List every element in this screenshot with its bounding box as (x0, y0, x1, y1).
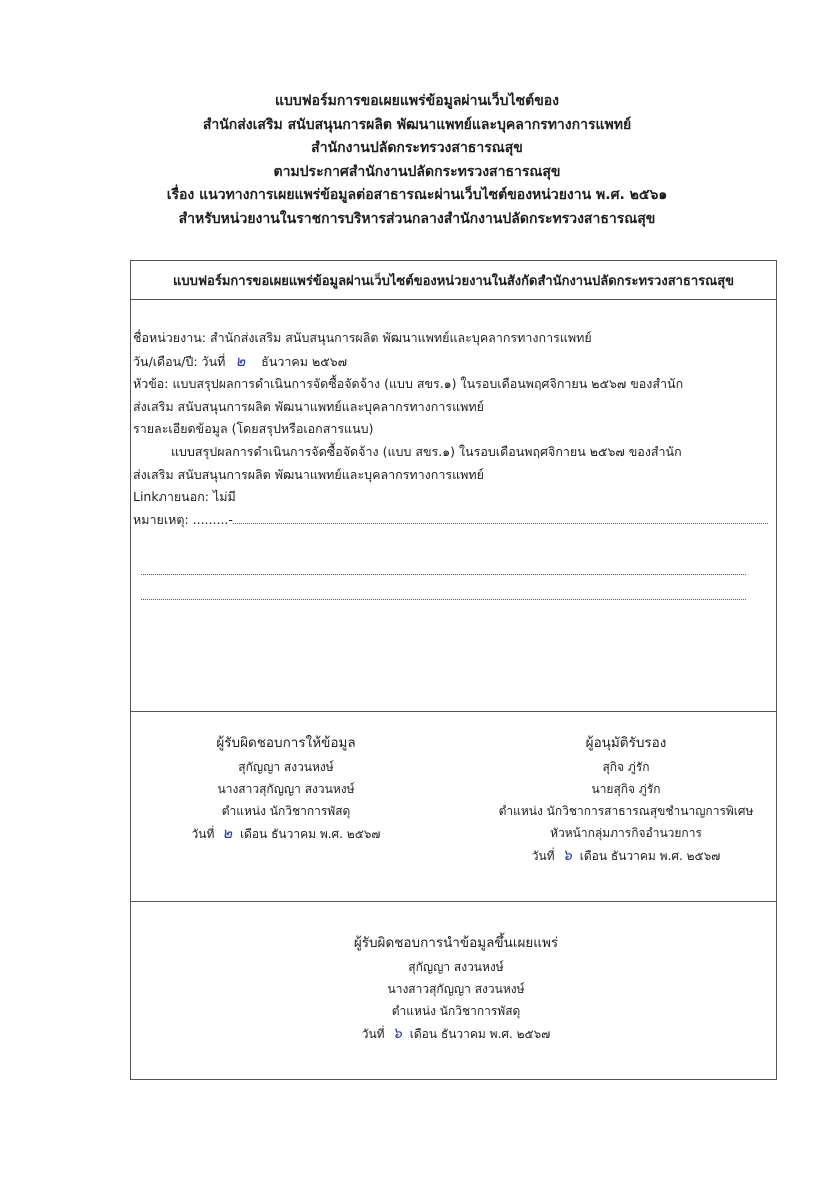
header-line-1: แบบฟอร์มการขอเผยแพร่ข้อมูลผ่านเว็บไซต์ของ (274, 93, 560, 109)
date-prefix: วัน/เดือน/ปี: วันที่ (133, 353, 226, 369)
note-dotline-3 (141, 598, 746, 600)
detail-label: รายละเอียดข้อมูล (โดยสรุปหรือเอกสารแนบ) (133, 421, 374, 437)
subject-line-1: หัวข้อ: แบบสรุปผลการดำเนินการจัดซื้อจัดจ้าง (แบบ สขร.๑) ในรอบเดือนพฤศจิกายน ๒๕๖๗ ของสำนัก (133, 376, 684, 392)
publisher-signature-block (326, 930, 586, 1045)
approver-date: วันที่ ๖ เดือน ธันวาคม พ.ศ. ๒๕๖๗ (531, 846, 721, 864)
handwritten-day: ๒ (235, 351, 246, 370)
handwritten-day: ๖ (392, 1024, 402, 1042)
handwritten-day: ๒ (222, 824, 233, 842)
agency-line: ชื่อหน่วยงาน: สำนักส่งเสริม สนับสนุนการผลิต พัฒนาแพทย์และบุคลากรทางการแพทย์ (133, 330, 592, 345)
header-line-2: สำนักส่งเสริม สนับสนุนการผลิต พัฒนาแพทย์และบุคลากรทางการแพทย์ (202, 116, 632, 133)
publisher-signature: สุกัญญา สงวนหงษ์ (408, 960, 504, 974)
publisher-position: ตำแหน่ง นักวิชาการพัสดุ (391, 1004, 521, 1018)
approver-title: ผู้อนุมัติรับรอง (585, 735, 667, 751)
responsible-title: ผู้รับผิดชอบการให้ข้อมูล (216, 735, 356, 751)
publisher-date: วันที่ ๖ เดือน ธันวาคม พ.ศ. ๒๕๖๗ (361, 1024, 551, 1042)
document-header (0, 90, 834, 231)
note-label: หมายเหตุ: .........- (133, 511, 233, 527)
approver-name: นายสุกิจ ภู่รัก (591, 782, 661, 796)
note-line (133, 509, 774, 532)
responsible-date: วันที่ ๒ เดือน ธันวาคม พ.ศ. ๒๕๖๗ (191, 824, 381, 842)
responsible-signature-block (181, 730, 391, 845)
form-info (133, 327, 774, 531)
note-dots (233, 512, 768, 524)
handwritten-day: ๖ (562, 846, 572, 864)
link-line: Linkภายนอก: ไม่มี (133, 489, 236, 505)
approver-signature-block (486, 730, 766, 867)
publisher-title: ผู้รับผิดชอบการนำข้อมูลขึ้นเผยแพร่ (353, 935, 559, 951)
header-line-3: สำนักงานปลัดกระทรวงสาธารณสุข (311, 140, 523, 156)
note-dotline-2 (141, 573, 746, 575)
header-line-4: ตามประกาศสำนักงานปลัดกระทรวงสาธารณสุข (273, 163, 561, 180)
approver-position: ตำแหน่ง นักวิชาการสาธารณสุขชำนาญการพิเศษ (498, 804, 754, 818)
publisher-name: นางสาวสุกัญญา สงวนหงษ์ (387, 982, 525, 996)
responsible-position: ตำแหน่ง นักวิชาการพัสดุ (221, 804, 351, 818)
approver-position-2: หัวหน้ากลุ่มภารกิจอำนวยการ (550, 826, 702, 840)
form-frame (130, 260, 777, 1080)
approver-signature: สุกิจ ภู่รัก (602, 760, 650, 774)
detail-line-2: ส่งเสริม สนับสนุนการผลิต พัฒนาแพทย์และบุคลากรทางการแพทย์ (133, 466, 484, 482)
form-title: แบบฟอร์มการขอเผยแพร่ข้อมูลผ่านเว็บไซต์ของหน่วยงานในสังกัดสำนักงานปลัดกระทรวงสาธารณสุข (131, 261, 776, 300)
date-line (133, 350, 774, 374)
header-line-5: เรื่อง แนวทางการเผยแพร่ข้อมูลต่อสาธารณะผ่านเว็บไซต์ของหน่วยงาน พ.ศ. ๒๕๖๑ (166, 187, 668, 203)
date-rest: ธันวาคม ๒๕๖๗ (261, 353, 348, 369)
publisher-section (131, 901, 776, 1080)
detail-line-1: แบบสรุปผลการดำเนินการจัดซื้อจัดจ้าง (แบบ สขร.๑) ในรอบเดือนพฤศจิกายน ๒๕๖๗ ของสำนัก (171, 443, 682, 459)
signature-section (131, 711, 776, 902)
responsible-signature: สุกัญญา สงวนหงษ์ (238, 760, 334, 774)
header-line-6: สำหรับหน่วยงานในราชการบริหารส่วนกลางสำนักงานปลัดกระทรวงสาธารณสุข (178, 210, 656, 227)
responsible-name: นางสาวสุกัญญา สงวนหงษ์ (217, 782, 355, 796)
subject-line-2: ส่งเสริม สนับสนุนการผลิต พัฒนาแพทย์และบุคลากรทางการแพทย์ (133, 398, 484, 414)
